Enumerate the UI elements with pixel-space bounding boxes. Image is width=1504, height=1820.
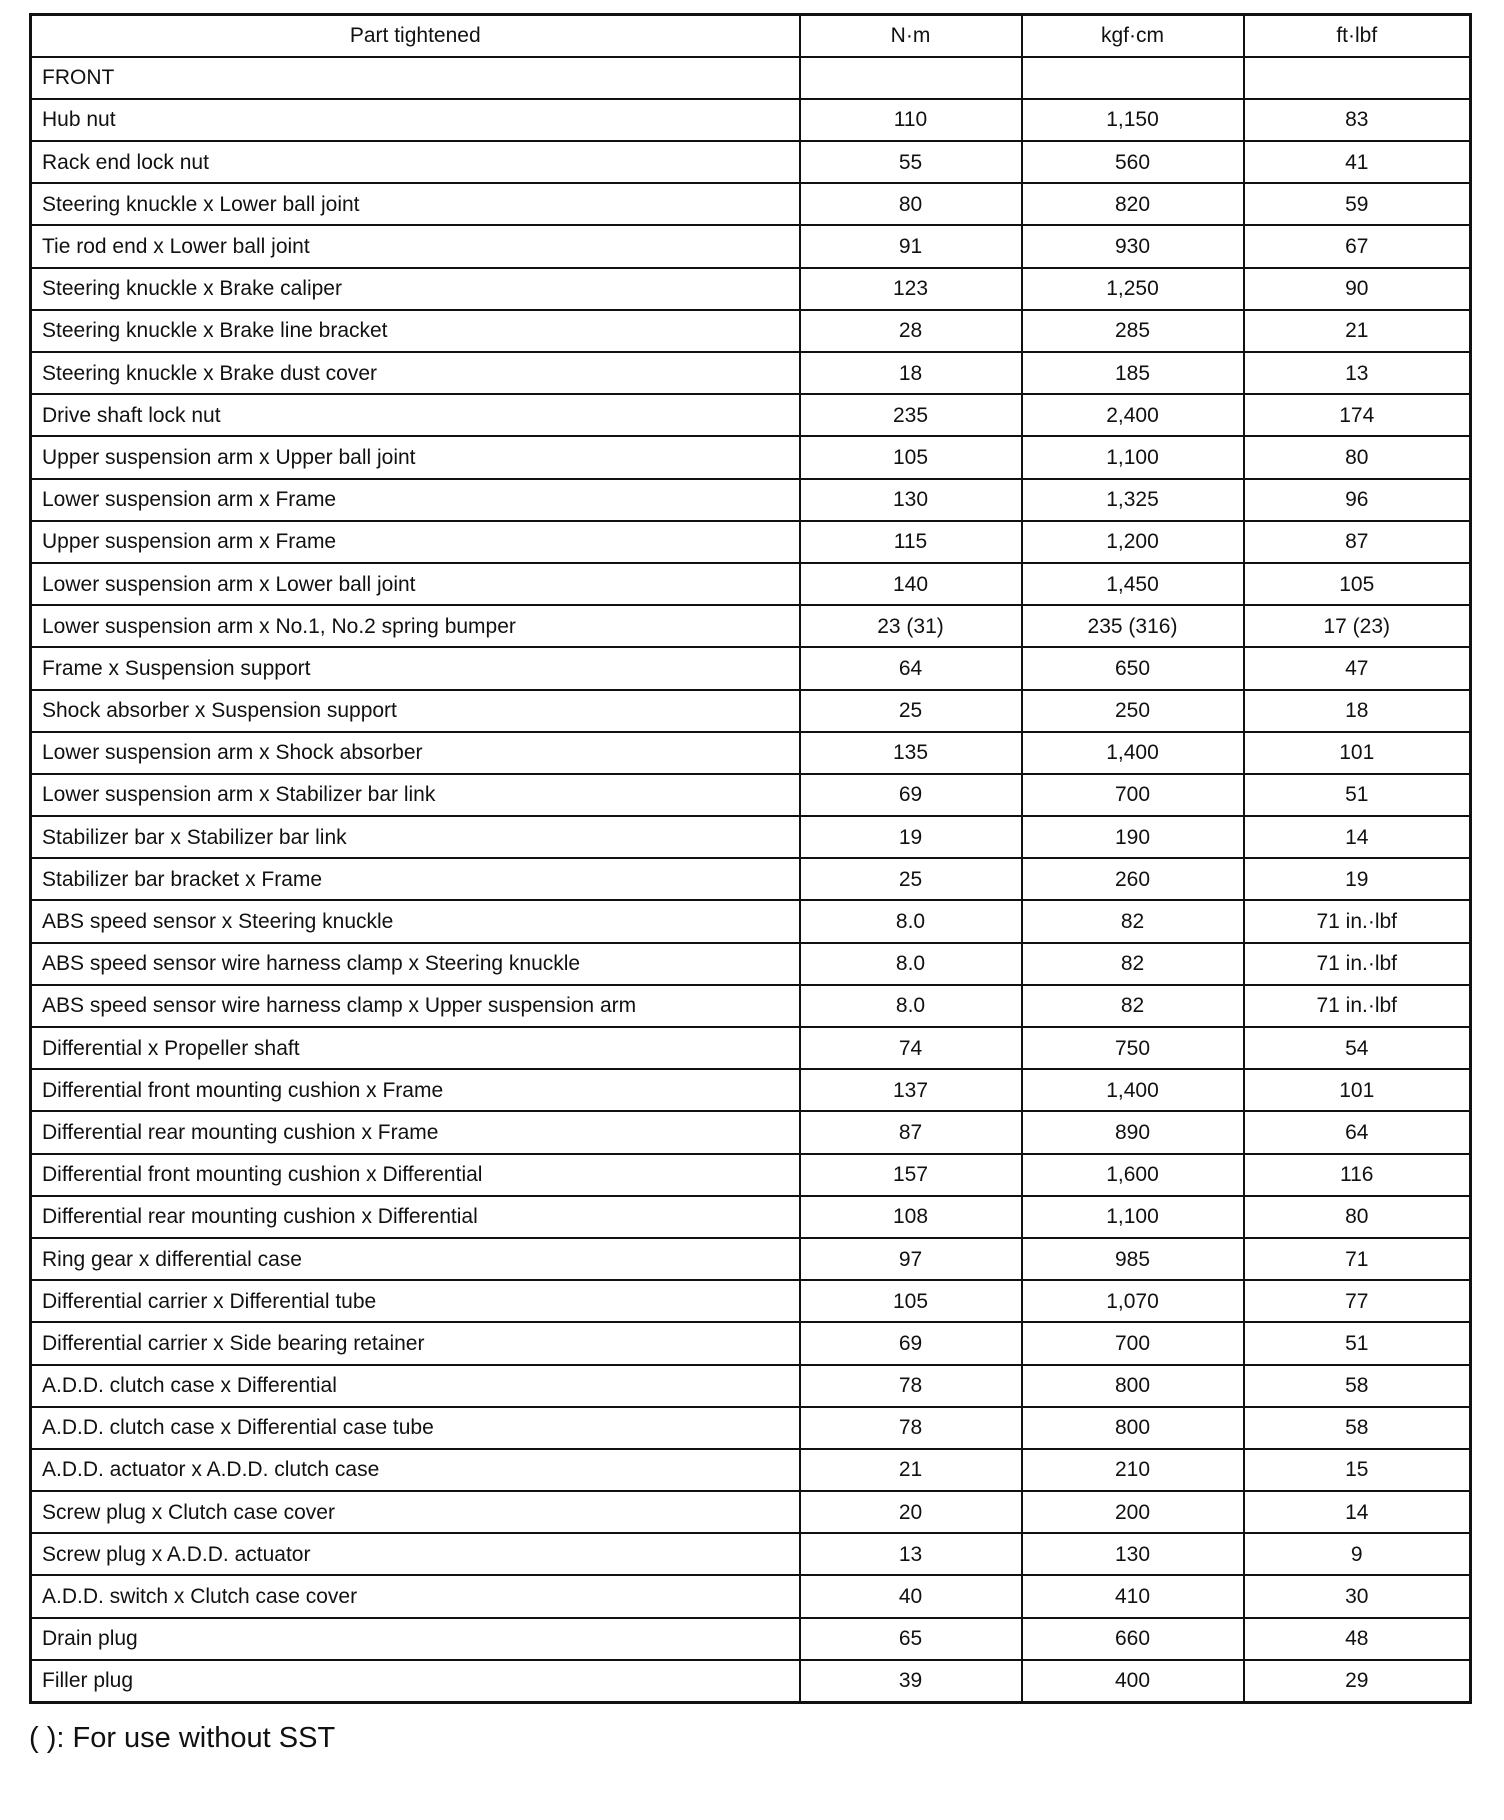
cell-ft-lbf: 101: [1244, 732, 1471, 774]
cell-nm: 19: [800, 816, 1022, 858]
header-kgf-cm: kgf·cm: [1022, 15, 1244, 57]
cell-part: Drive shaft lock nut: [31, 394, 800, 436]
cell-nm: 8.0: [800, 985, 1022, 1027]
cell-nm: 64: [800, 647, 1022, 689]
table-row: [31, 352, 1471, 394]
cell-nm: 78: [800, 1365, 1022, 1407]
cell-ft-lbf: 59: [1244, 183, 1471, 225]
cell-part: Differential rear mounting cushion x Differential: [31, 1196, 800, 1238]
cell-ft-lbf: 21: [1244, 310, 1471, 352]
cell-ft-lbf: 54: [1244, 1027, 1471, 1069]
table-row: [31, 1491, 1471, 1533]
cell-ft-lbf: 48: [1244, 1618, 1471, 1660]
cell-kgf-cm: 1,070: [1022, 1280, 1244, 1322]
cell-part: Lower suspension arm x Frame: [31, 479, 800, 521]
cell-ft-lbf: 47: [1244, 647, 1471, 689]
cell-ft-lbf: 105: [1244, 563, 1471, 605]
cell-part: A.D.D. switch x Clutch case cover: [31, 1575, 800, 1617]
cell-part: FRONT: [31, 57, 800, 99]
cell-kgf-cm: 82: [1022, 900, 1244, 942]
cell-part: Screw plug x A.D.D. actuator: [31, 1533, 800, 1575]
cell-part: Differential rear mounting cushion x Frame: [31, 1111, 800, 1153]
table-row: [31, 99, 1471, 141]
cell-nm: 157: [800, 1154, 1022, 1196]
cell-ft-lbf: 64: [1244, 1111, 1471, 1153]
cell-ft-lbf: 83: [1244, 99, 1471, 141]
cell-ft-lbf: 80: [1244, 436, 1471, 478]
table-row: [31, 774, 1471, 816]
cell-kgf-cm: 800: [1022, 1365, 1244, 1407]
footnote: ( ): For use without SST: [29, 1722, 336, 1754]
cell-kgf-cm: 260: [1022, 858, 1244, 900]
table-row: [31, 479, 1471, 521]
cell-nm: 87: [800, 1111, 1022, 1153]
cell-part: Frame x Suspension support: [31, 647, 800, 689]
cell-ft-lbf: 58: [1244, 1365, 1471, 1407]
cell-part: Stabilizer bar bracket x Frame: [31, 858, 800, 900]
table-row: [31, 1238, 1471, 1280]
cell-ft-lbf: 51: [1244, 774, 1471, 816]
cell-ft-lbf: 29: [1244, 1660, 1471, 1702]
cell-kgf-cm: 800: [1022, 1407, 1244, 1449]
cell-kgf-cm: 1,600: [1022, 1154, 1244, 1196]
cell-nm: 23 (31): [800, 605, 1022, 647]
cell-kgf-cm: 285: [1022, 310, 1244, 352]
cell-part: Differential x Propeller shaft: [31, 1027, 800, 1069]
cell-nm: 8.0: [800, 900, 1022, 942]
header-newton-meter: N·m: [800, 15, 1022, 57]
cell-part: Screw plug x Clutch case cover: [31, 1491, 800, 1533]
cell-nm: 69: [800, 1322, 1022, 1364]
table-row: [31, 436, 1471, 478]
table-row: [31, 1322, 1471, 1364]
cell-part: ABS speed sensor x Steering knuckle: [31, 900, 800, 942]
cell-kgf-cm: 1,100: [1022, 436, 1244, 478]
cell-kgf-cm: 190: [1022, 816, 1244, 858]
cell-kgf-cm: 560: [1022, 141, 1244, 183]
table-row: [31, 57, 1471, 99]
torque-specification-table: [29, 13, 1472, 1704]
cell-ft-lbf: 30: [1244, 1575, 1471, 1617]
cell-nm: 110: [800, 99, 1022, 141]
cell-ft-lbf: 41: [1244, 141, 1471, 183]
table-row: [31, 943, 1471, 985]
table-row: [31, 563, 1471, 605]
cell-ft-lbf: 174: [1244, 394, 1471, 436]
cell-ft-lbf: 14: [1244, 1491, 1471, 1533]
cell-ft-lbf: 19: [1244, 858, 1471, 900]
table-row: [31, 183, 1471, 225]
cell-nm: 69: [800, 774, 1022, 816]
cell-part: Ring gear x differential case: [31, 1238, 800, 1280]
table-row: [31, 268, 1471, 310]
cell-part: Lower suspension arm x Lower ball joint: [31, 563, 800, 605]
cell-nm: 55: [800, 141, 1022, 183]
cell-ft-lbf: 18: [1244, 690, 1471, 732]
cell-ft-lbf: 77: [1244, 1280, 1471, 1322]
cell-nm: 28: [800, 310, 1022, 352]
cell-nm: 25: [800, 690, 1022, 732]
table-row: [31, 605, 1471, 647]
table-row: [31, 521, 1471, 563]
cell-nm: 20: [800, 1491, 1022, 1533]
cell-ft-lbf: 9: [1244, 1533, 1471, 1575]
cell-kgf-cm: [1022, 57, 1244, 99]
table-row: [31, 900, 1471, 942]
table-row: [31, 1449, 1471, 1491]
cell-ft-lbf: 13: [1244, 352, 1471, 394]
table-row: [31, 225, 1471, 267]
cell-part: Stabilizer bar x Stabilizer bar link: [31, 816, 800, 858]
cell-part: Drain plug: [31, 1618, 800, 1660]
cell-kgf-cm: 1,200: [1022, 521, 1244, 563]
table-row: [31, 1069, 1471, 1111]
table-row: [31, 1660, 1471, 1702]
cell-kgf-cm: 930: [1022, 225, 1244, 267]
cell-part: A.D.D. clutch case x Differential: [31, 1365, 800, 1407]
cell-part: Steering knuckle x Brake line bracket: [31, 310, 800, 352]
cell-kgf-cm: 700: [1022, 1322, 1244, 1364]
header-part-tightened: Part tightened: [31, 15, 800, 57]
table-row: [31, 1027, 1471, 1069]
cell-part: Rack end lock nut: [31, 141, 800, 183]
table-row: [31, 141, 1471, 183]
table-header-row: [31, 15, 1471, 57]
cell-nm: 65: [800, 1618, 1022, 1660]
table-row: [31, 394, 1471, 436]
cell-ft-lbf: 17 (23): [1244, 605, 1471, 647]
cell-part: Tie rod end x Lower ball joint: [31, 225, 800, 267]
cell-nm: 39: [800, 1660, 1022, 1702]
cell-kgf-cm: 650: [1022, 647, 1244, 689]
cell-nm: 80: [800, 183, 1022, 225]
cell-nm: 123: [800, 268, 1022, 310]
cell-ft-lbf: 67: [1244, 225, 1471, 267]
cell-kgf-cm: 1,450: [1022, 563, 1244, 605]
cell-nm: 235: [800, 394, 1022, 436]
cell-ft-lbf: 71: [1244, 1238, 1471, 1280]
cell-part: Upper suspension arm x Frame: [31, 521, 800, 563]
cell-nm: 140: [800, 563, 1022, 605]
cell-part: ABS speed sensor wire harness clamp x Steering knuckle: [31, 943, 800, 985]
cell-nm: [800, 57, 1022, 99]
cell-part: Shock absorber x Suspension support: [31, 690, 800, 732]
cell-ft-lbf: 15: [1244, 1449, 1471, 1491]
cell-part: Steering knuckle x Brake dust cover: [31, 352, 800, 394]
cell-ft-lbf: 51: [1244, 1322, 1471, 1364]
cell-kgf-cm: 2,400: [1022, 394, 1244, 436]
cell-ft-lbf: 116: [1244, 1154, 1471, 1196]
cell-kgf-cm: 400: [1022, 1660, 1244, 1702]
cell-nm: 8.0: [800, 943, 1022, 985]
cell-nm: 135: [800, 732, 1022, 774]
cell-ft-lbf: 101: [1244, 1069, 1471, 1111]
cell-ft-lbf: 71 in.·lbf: [1244, 900, 1471, 942]
cell-nm: 78: [800, 1407, 1022, 1449]
cell-kgf-cm: 1,250: [1022, 268, 1244, 310]
cell-ft-lbf: 96: [1244, 479, 1471, 521]
cell-part: Steering knuckle x Lower ball joint: [31, 183, 800, 225]
cell-ft-lbf: 58: [1244, 1407, 1471, 1449]
table-row: [31, 1407, 1471, 1449]
table-row: [31, 1154, 1471, 1196]
cell-kgf-cm: 410: [1022, 1575, 1244, 1617]
cell-kgf-cm: 660: [1022, 1618, 1244, 1660]
cell-ft-lbf: 80: [1244, 1196, 1471, 1238]
table-row: [31, 1196, 1471, 1238]
cell-kgf-cm: 1,100: [1022, 1196, 1244, 1238]
cell-kgf-cm: 82: [1022, 943, 1244, 985]
cell-kgf-cm: 250: [1022, 690, 1244, 732]
cell-kgf-cm: 1,400: [1022, 1069, 1244, 1111]
cell-part: Lower suspension arm x Stabilizer bar link: [31, 774, 800, 816]
cell-part: Filler plug: [31, 1660, 800, 1702]
cell-part: Differential front mounting cushion x Frame: [31, 1069, 800, 1111]
cell-part: A.D.D. actuator x A.D.D. clutch case: [31, 1449, 800, 1491]
cell-kgf-cm: 210: [1022, 1449, 1244, 1491]
cell-kgf-cm: 235 (316): [1022, 605, 1244, 647]
cell-nm: 137: [800, 1069, 1022, 1111]
table-row: [31, 858, 1471, 900]
table-body: [31, 57, 1471, 1702]
table-row: [31, 1280, 1471, 1322]
cell-nm: 25: [800, 858, 1022, 900]
cell-part: Differential front mounting cushion x Differential: [31, 1154, 800, 1196]
cell-part: Differential carrier x Side bearing retainer: [31, 1322, 800, 1364]
cell-nm: 105: [800, 436, 1022, 478]
cell-kgf-cm: 985: [1022, 1238, 1244, 1280]
cell-part: A.D.D. clutch case x Differential case tube: [31, 1407, 800, 1449]
cell-kgf-cm: 700: [1022, 774, 1244, 816]
cell-kgf-cm: 82: [1022, 985, 1244, 1027]
table-row: [31, 647, 1471, 689]
cell-nm: 40: [800, 1575, 1022, 1617]
cell-nm: 105: [800, 1280, 1022, 1322]
cell-kgf-cm: 130: [1022, 1533, 1244, 1575]
cell-kgf-cm: 890: [1022, 1111, 1244, 1153]
cell-kgf-cm: 200: [1022, 1491, 1244, 1533]
table-row: [31, 985, 1471, 1027]
table-row: [31, 1575, 1471, 1617]
cell-kgf-cm: 820: [1022, 183, 1244, 225]
cell-ft-lbf: 71 in.·lbf: [1244, 985, 1471, 1027]
cell-kgf-cm: 1,150: [1022, 99, 1244, 141]
cell-ft-lbf: 71 in.·lbf: [1244, 943, 1471, 985]
cell-kgf-cm: 185: [1022, 352, 1244, 394]
cell-nm: 115: [800, 521, 1022, 563]
cell-part: ABS speed sensor wire harness clamp x Upper suspension arm: [31, 985, 800, 1027]
cell-kgf-cm: 1,400: [1022, 732, 1244, 774]
table-row: [31, 816, 1471, 858]
cell-part: Hub nut: [31, 99, 800, 141]
cell-nm: 74: [800, 1027, 1022, 1069]
cell-nm: 108: [800, 1196, 1022, 1238]
cell-kgf-cm: 1,325: [1022, 479, 1244, 521]
table-row: [31, 1365, 1471, 1407]
cell-nm: 13: [800, 1533, 1022, 1575]
cell-nm: 97: [800, 1238, 1022, 1280]
cell-nm: 130: [800, 479, 1022, 521]
cell-ft-lbf: 87: [1244, 521, 1471, 563]
cell-ft-lbf: 14: [1244, 816, 1471, 858]
cell-nm: 91: [800, 225, 1022, 267]
cell-nm: 18: [800, 352, 1022, 394]
cell-part: Steering knuckle x Brake caliper: [31, 268, 800, 310]
cell-part: Lower suspension arm x No.1, No.2 spring bumper: [31, 605, 800, 647]
table-row: [31, 1618, 1471, 1660]
table-row: [31, 1111, 1471, 1153]
table-row: [31, 732, 1471, 774]
cell-ft-lbf: [1244, 57, 1471, 99]
table-row: [31, 310, 1471, 352]
table-row: [31, 1533, 1471, 1575]
cell-part: Upper suspension arm x Upper ball joint: [31, 436, 800, 478]
header-ft-lbf: ft·lbf: [1244, 15, 1471, 57]
cell-part: Lower suspension arm x Shock absorber: [31, 732, 800, 774]
cell-part: Differential carrier x Differential tube: [31, 1280, 800, 1322]
cell-kgf-cm: 750: [1022, 1027, 1244, 1069]
cell-nm: 21: [800, 1449, 1022, 1491]
table-row: [31, 690, 1471, 732]
cell-ft-lbf: 90: [1244, 268, 1471, 310]
